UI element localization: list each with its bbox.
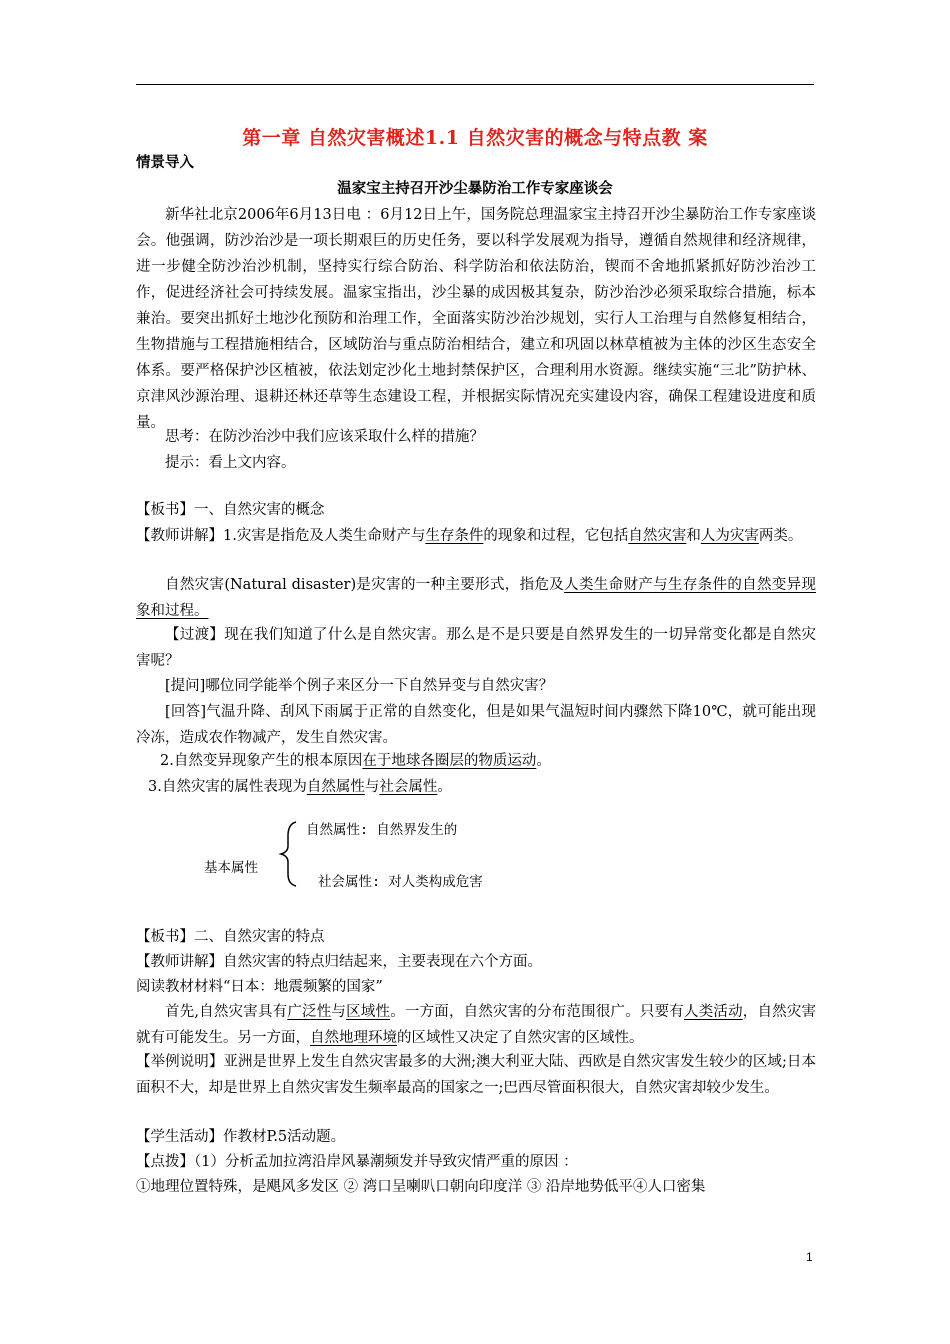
teacher-explanation-1: 【教师讲解】1.灾害是指危及人类生命财产与生存条件的现象和过程，它包括自然灾害和人为灾害两类。 xyxy=(136,528,803,544)
point-2: 2.自然变异现象产生的根本原因在于地球各圈层的物质运动。 xyxy=(160,753,551,769)
reasons-list: ①地理位置特殊，是飓风多发区 ② 湾口呈喇叭口朝向印度洋 ③ 沿岸地势低平④人口密集 xyxy=(136,1179,706,1195)
article-body: 新华社北京2006年6月13日电 ：6月12日上午，国务院总理温家宝主持召开沙尘暴防治工作专家座谈会。他强调，防沙治沙是一项长期艰巨的历史任务，要以科学发展观为指导，遵循自然规律和经济规律，进一步健全防沙治沙机制，坚持实行综合防治、科学防治和依法防治，锲而不舍地抓紧抓好防沙治沙工作，促进经济社会可持续发展。温家宝指出，沙尘暴的成因极其复杂，防沙治沙必须采取综合措施，标本兼治。要突出抓好土地沙化预防和治理工作，全面落实防沙治沙规划，实行人工治理与自然修复相结合，生物措施与工程措施相结合，区域防治与重点防治相结合，建立和巩固以林草植被为主体的沙区生态安全体系。要严格保护沙区植被，依法划定沙化土地封禁保护区，合理利用水资源。继续实施“三北”防护林、京津风沙源治理、退耕还林还草等生态建设工程，并根据实际情况充实建设内容，确保工程建设进度和质量。 xyxy=(136,207,816,431)
attribute-diagram xyxy=(136,810,636,900)
characteristics-paragraph: 首先,自然灾害具有广泛性与区域性。一方面，自然灾害的分布范围很广。只要有人类活动，自然灾害就有可能发生。另一方面，自然地理环境的区域性又决定了自然灾害的区域性。 xyxy=(136,1004,817,1046)
natural-disaster-definition: 自然灾害(Natural disaster)是灾害的一种主要形式，指危及人类生命财产与生存条件的自然变异现象和过程。 xyxy=(136,577,817,619)
board-heading-2: 【板书】二、自然灾害的特点 xyxy=(136,929,325,945)
guidance-paragraph: 【点拨】（1）分析孟加拉湾沿岸风暴潮频发并导致灾情严重的原因 ： xyxy=(136,1154,578,1170)
page-number: 1 xyxy=(806,1250,813,1264)
think-question: 思考：在防沙治沙中我们应该采取什么样的措施？ xyxy=(165,429,484,445)
example-paragraph: 【举例说明】亚洲是世界上发生自然灾害最多的大洲;澳大利亚大陆、西欧是自然灾害发生较少的区域;日本面积不大，却是世界上自然灾害发生频率最高的国家之一;巴西尽管面积很大，自然灾害却较少发生。 xyxy=(136,1054,816,1096)
answer-paragraph: [回答]气温升降、刮风下雨属于正常的自然变化，但是如果气温短时间内骤然下降10℃，就可能出现冷冻，造成农作物减产，发生自然灾害。 xyxy=(136,704,816,746)
intro-heading: 情景导入 xyxy=(136,154,194,171)
hint-text: 提示：看上文内容。 xyxy=(165,455,296,471)
teacher-explanation-2: 【教师讲解】自然灾害的特点归结起来，主要表现在六个方面。 xyxy=(136,954,542,970)
question-paragraph: [提问]哪位同学能举个例子来区分一下自然异变与自然灾害？ xyxy=(165,678,554,694)
brace-icon xyxy=(276,818,306,890)
diagram-natural-attribute: 自然属性: 自然界发生的 xyxy=(306,822,458,838)
point-3: 3.自然灾害的属性表现为自然属性与社会属性。 xyxy=(148,779,452,795)
header-rule xyxy=(136,84,814,85)
transition-paragraph: 【过渡】现在我们知道了什么是自然灾害。那么是不是只要是自然界发生的一切异常变化都是自然灾害呢？ xyxy=(136,627,816,669)
article-title: 温家宝主持召开沙尘暴防治工作专家座谈会 xyxy=(337,180,613,197)
diagram-social-attribute: 社会属性: 对人类构成危害 xyxy=(318,874,483,890)
reading-material: 阅读教材材料“日本：地震频繁的国家” xyxy=(136,979,383,995)
page-title: 第一章 自然灾害概述1.1 自然灾害的概念与特点教 案 xyxy=(242,127,708,149)
board-heading-1: 【板书】一、自然灾害的概念 xyxy=(136,502,325,518)
diagram-root: 基本属性 xyxy=(204,860,258,876)
student-activity: 【学生活动】作教材P.5活动题。 xyxy=(136,1129,346,1145)
